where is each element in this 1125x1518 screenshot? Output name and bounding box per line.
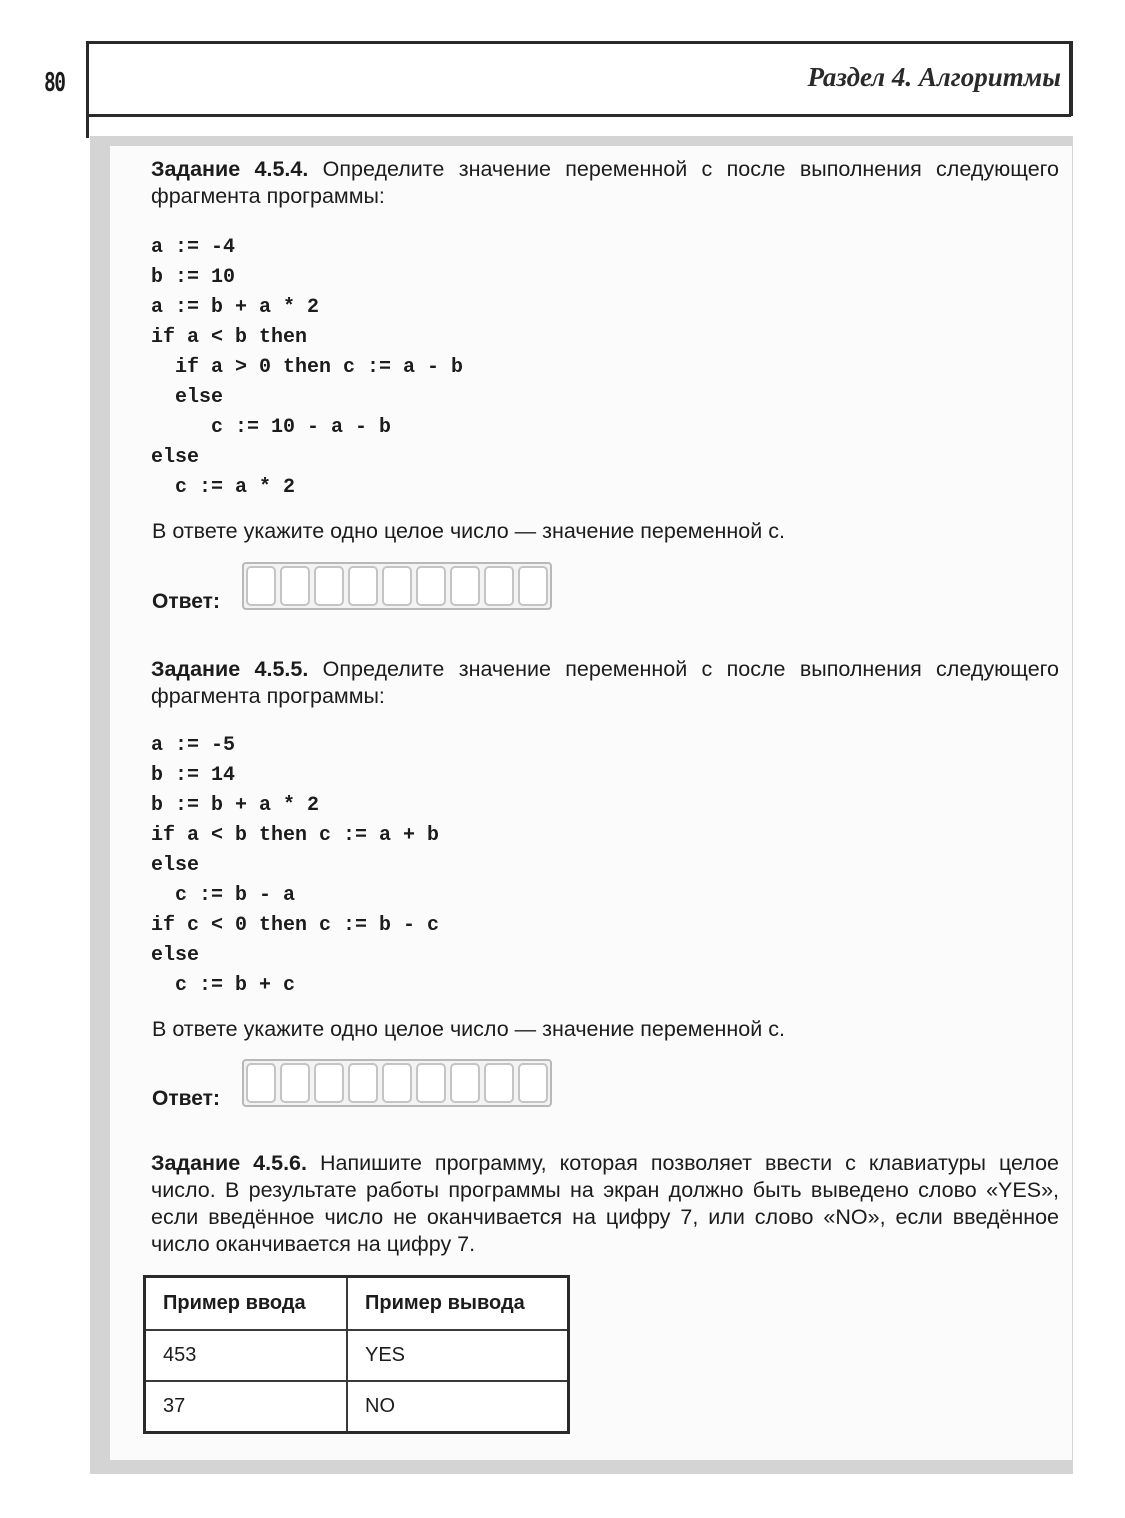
answer-cell[interactable] [348,566,378,606]
answer-cell[interactable] [484,1063,514,1103]
io-examples-table [143,1275,570,1434]
task-4-5-5 [124,656,1059,710]
task-4-5-5-paragraph [124,656,1059,710]
table-header-row [145,1277,569,1331]
table-cell-output: NO [347,1381,569,1433]
task-4-5-5-code: a := -5 b := 14 b := b + a * 2 if a < b then c := a + b else c := b - a if c < 0 then c := b - c else c := b + c [151,734,440,997]
task-4-5-4-answer-label: Ответ: [152,590,220,613]
answer-cell[interactable] [518,566,548,606]
answer-cell[interactable] [314,566,344,606]
task-4-5-5-instruction: В ответе укажите одно целое число — значение переменной c. [152,1017,785,1041]
answer-cell[interactable] [382,566,412,606]
page-number: 80 [44,68,65,98]
answer-cell[interactable] [450,566,480,606]
header-divider [86,114,1071,117]
task-4-5-6-text: Напишите программу, которая позволяет ввести с клавиатуры целое число. В результате работы программы на экран должно быть выведено слово «YES», если введённое число не оканчивается на цифру 7, или слово «NO», если введённое число оканчивается на цифру 7. [151,1151,1059,1256]
table-header-output: Пример вывода [347,1277,569,1331]
task-4-5-5-answer-label: Ответ: [152,1087,220,1110]
task-4-5-6-paragraph [124,1150,1059,1258]
answer-cell[interactable] [518,1063,548,1103]
task-4-5-4-number: Задание 4.5.4. [151,157,309,181]
task-4-5-4-paragraph [124,156,1059,210]
task-4-5-4-answer-field[interactable] [242,562,552,610]
task-4-5-4 [124,156,1059,210]
table-cell-input: 453 [145,1330,348,1381]
answer-cell[interactable] [246,1063,276,1103]
answer-cell[interactable] [348,1063,378,1103]
task-4-5-4-instruction: В ответе укажите одно целое число — значение переменной c. [152,519,785,543]
task-4-5-5-text: Определите значение переменной c после выполнения следующего фрагмента программы: [151,657,1059,708]
answer-cell[interactable] [280,566,310,606]
table-row [145,1330,569,1381]
table-row [145,1381,569,1433]
table-cell-output: YES [347,1330,569,1381]
answer-cell[interactable] [382,1063,412,1103]
answer-cell[interactable] [314,1063,344,1103]
answer-cell[interactable] [416,566,446,606]
answer-cell[interactable] [280,1063,310,1103]
answer-cell[interactable] [450,1063,480,1103]
table-header-input: Пример ввода [145,1277,348,1331]
answer-cell[interactable] [246,566,276,606]
table-cell-input: 37 [145,1381,348,1433]
task-4-5-4-code: a := -4 b := 10 a := b + a * 2 if a < b then if a > 0 then c := a - b else c := 10 - a - b else c := a * 2 [151,236,464,499]
section-title: Раздел 4. Алгоритмы [807,62,1061,92]
task-4-5-6 [124,1150,1059,1258]
answer-cell[interactable] [484,566,514,606]
task-4-5-5-answer-field[interactable] [242,1059,552,1107]
task-4-5-6-number: Задание 4.5.6. [151,1151,307,1175]
header-divider-stub [86,116,89,138]
task-4-5-5-number: Задание 4.5.5. [151,657,309,681]
answer-cell[interactable] [416,1063,446,1103]
task-4-5-4-text: Определите значение переменной c после выполнения следующего фрагмента программы: [151,157,1059,208]
